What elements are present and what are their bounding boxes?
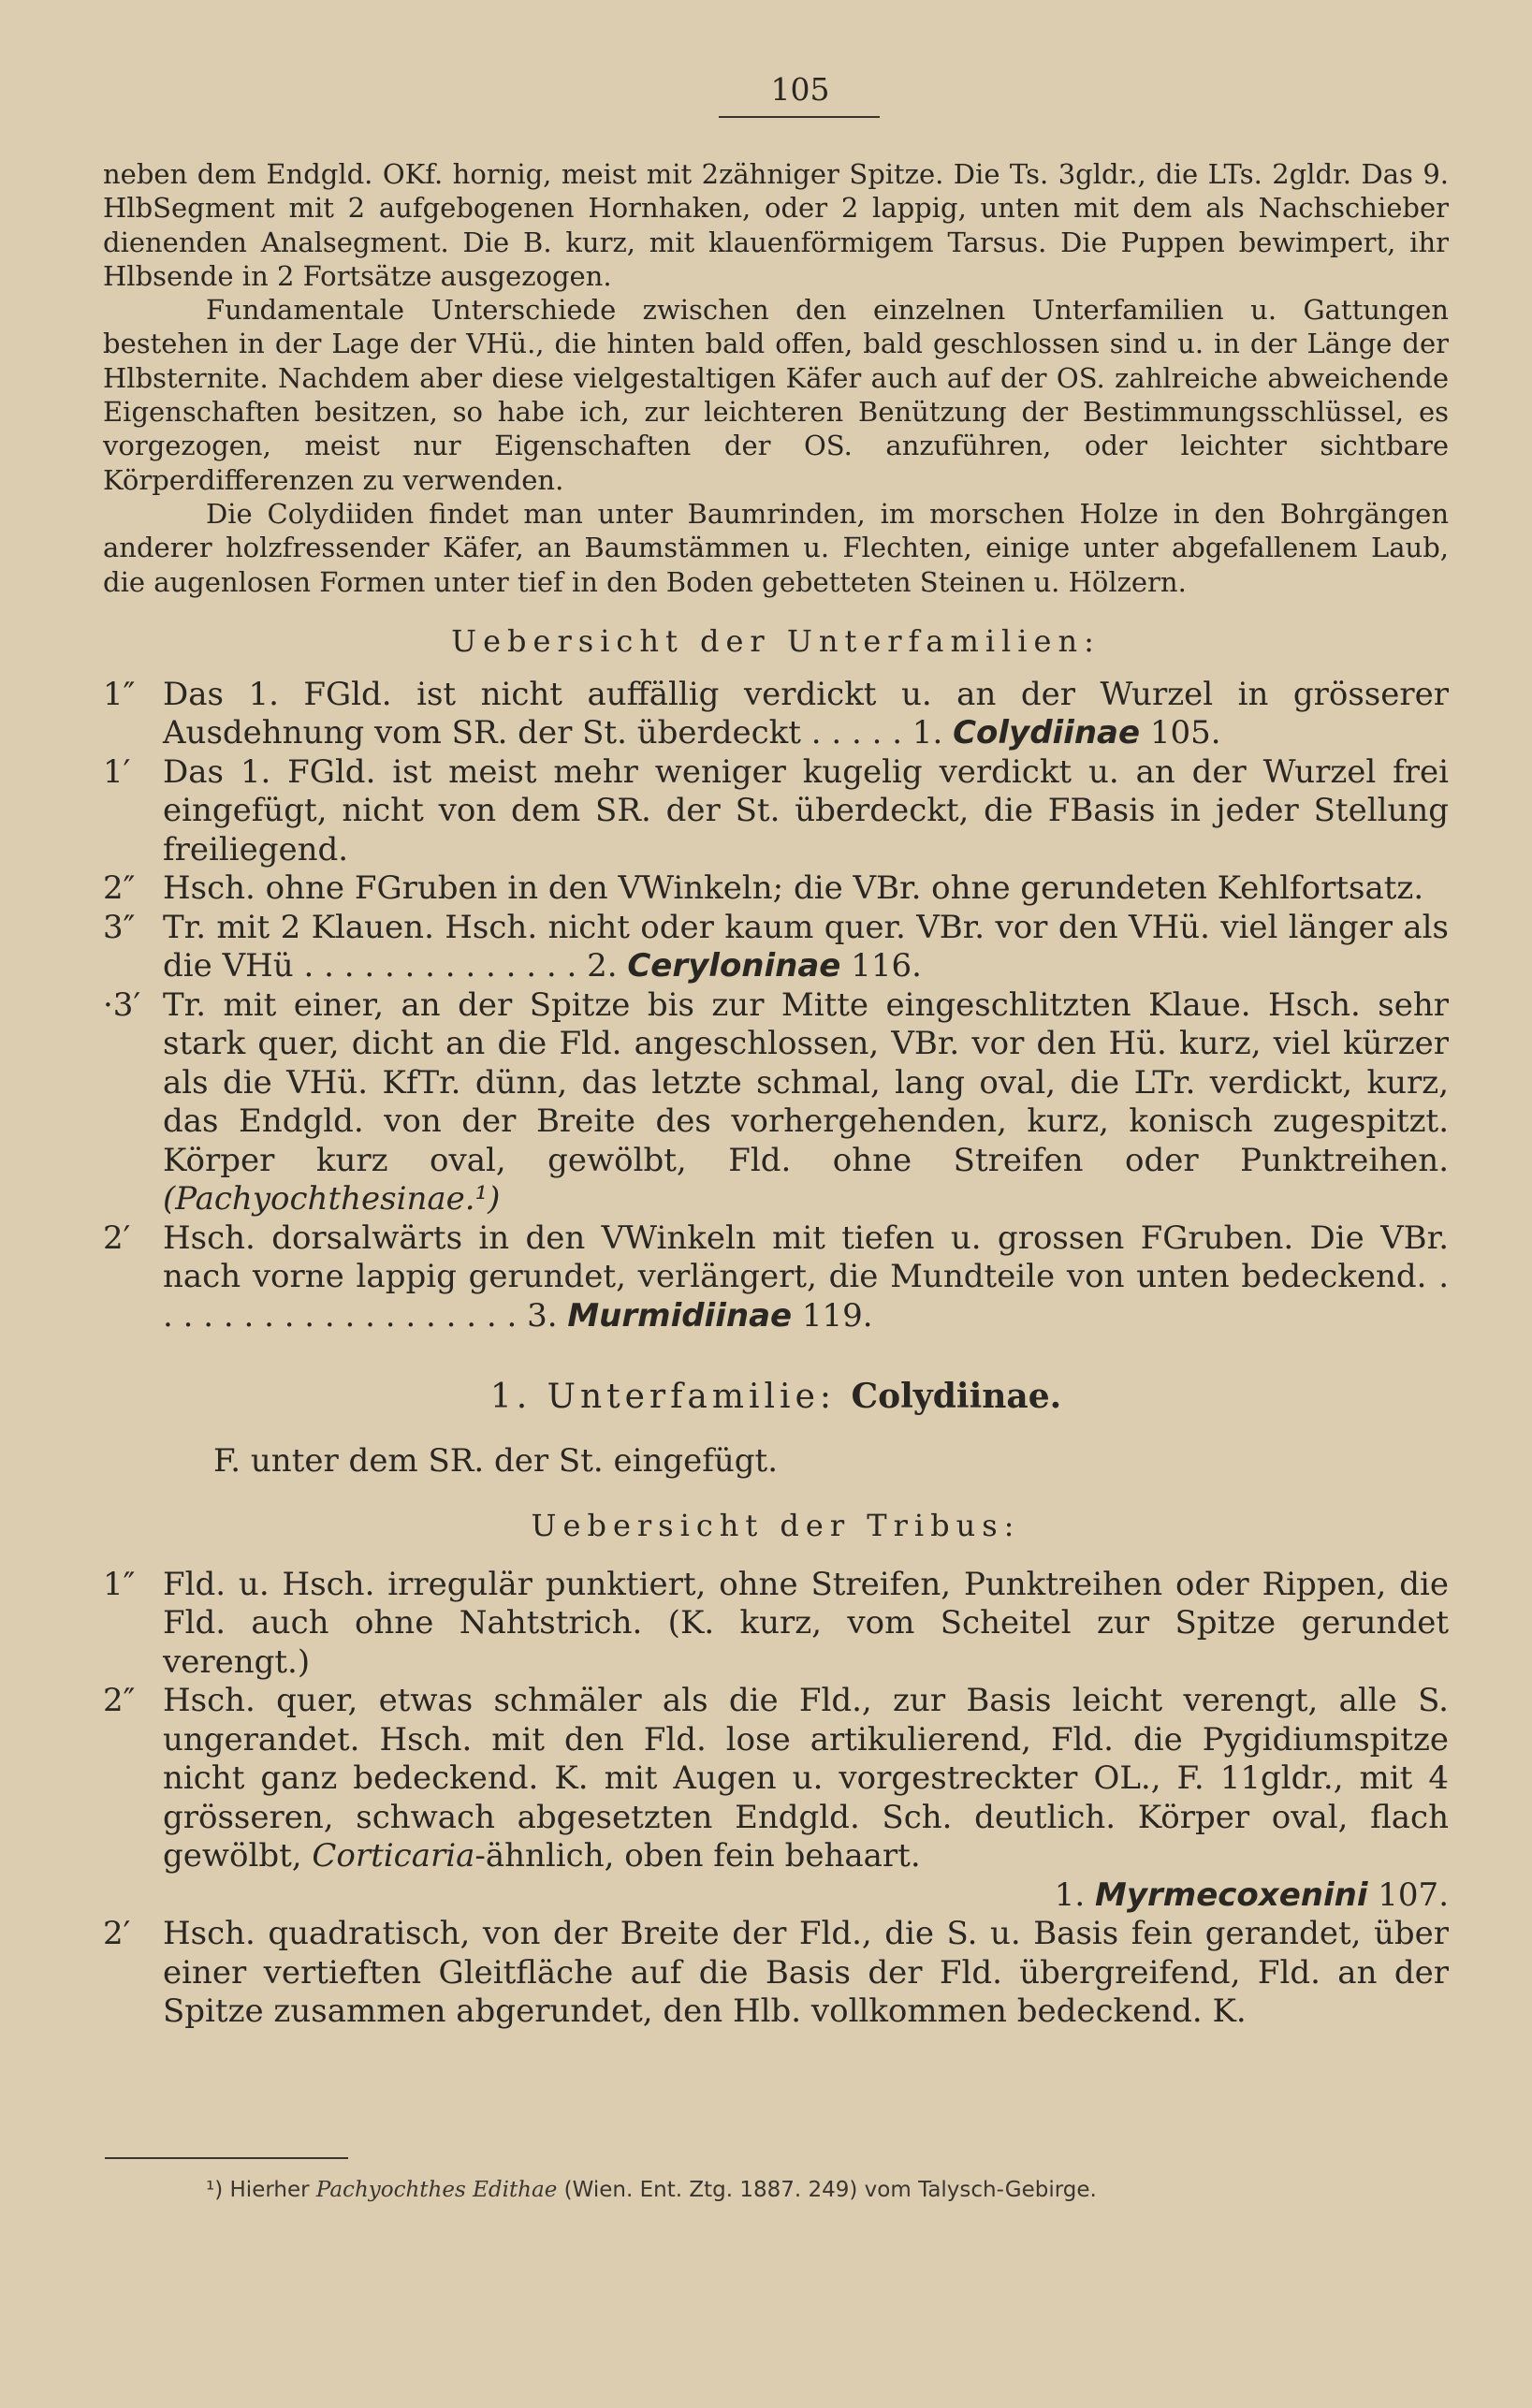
footnote-mark: ¹) bbox=[206, 2178, 224, 2202]
key-text: Das 1. FGld. ist meist mehr weniger kugelig verdickt u. an der Wurzel frei eingefügt, nicht von dem SR. der St. überdeckt, die FBasis in jeder Stellung freiliegend. bbox=[163, 752, 1449, 868]
intro-paragraph: neben dem Endgld. OKf. hornig, meist mit 2zähniger Spitze. Die Ts. 3gldr., die LTs. 2gldr. Das 9. HlbSegment mit 2 aufgebogenen Hornhaken, oder 2 lappig, unten mit dem als Nachschieber dienenden Analsegment. Die B. kurz, mit klauenförmigem Tarsus. Die Puppen bewimpert, ihr Hlbsende in 2 Fortsätze ausgezogen. bbox=[103, 158, 1449, 292]
key-text: Hsch. quer, etwas schmäler als die Fld., zur Basis leicht verengt, alle S. ungerandet. Hsch. mit den Fld. lose artikulierend, Fld. die Pygidiumspitze nicht ganz bedeckend. K. mit Augen u. vorgestreckter OL., F. 11gldr., mit 4 grösseren, schwach abgesetzten Endgld. Sch. deutlich. Körper oval, flach gewölbt, bbox=[163, 1682, 1449, 1875]
header-rule bbox=[719, 116, 880, 118]
key-result bbox=[163, 1876, 1449, 1916]
key-number: 2″ bbox=[103, 869, 136, 908]
page-reference: 107. bbox=[1378, 1875, 1449, 1914]
key-text: Tr. mit 2 Klauen. Hsch. nicht oder kaum quer. VBr. vor den VHü. viel länger als die VHü . . . . . . . . . . . . . . 2. bbox=[163, 908, 1449, 985]
key-number: 1′ bbox=[103, 752, 131, 791]
key-number: 2′ bbox=[103, 1219, 131, 1257]
key-entry bbox=[103, 909, 1449, 986]
page-reference: 105. bbox=[1149, 714, 1221, 752]
taxon-name: Ceryloninae bbox=[627, 947, 841, 985]
footnote bbox=[206, 2178, 1097, 2202]
page-reference: 119. bbox=[801, 1296, 873, 1335]
key-text: Das 1. FGld. ist nicht auffällig verdickt u. an der Wurzel in grösserer Ausdehnung vom SR. der St. überdeckt . . . . . 1. bbox=[163, 675, 1449, 752]
key-number: 1. bbox=[1054, 1875, 1086, 1914]
key-text: Hsch. ohne FGruben in den VWinkeln; die VBr. ohne gerundeten Kehlfortsatz. bbox=[163, 869, 1424, 908]
key-number: ·3′ bbox=[103, 985, 141, 1024]
key-text: -ähnlich, oben fein behaart. bbox=[474, 1837, 921, 1875]
section-title-prefix: 1. Unterfamilie: bbox=[489, 1378, 837, 1417]
intro-paragraph: Die Colydiiden findet man unter Baumrinden, im morschen Holze in den Bohrgängen anderer holzfressender Käfer, an Baumstämmen u. Flechten, einige unter abgefallenem Laub, die augenlosen Formen unter tief in den Boden gebetteten Steinen u. Hölzern. bbox=[103, 497, 1449, 598]
genus-name: Corticaria bbox=[312, 1837, 475, 1875]
page-reference: 116. bbox=[851, 947, 922, 985]
key-number: 3″ bbox=[103, 908, 136, 946]
key-entry bbox=[103, 1682, 1449, 1915]
key-entry bbox=[103, 1915, 1449, 2032]
taxon-note: (Pachyochthesinae.¹) bbox=[163, 1180, 501, 1219]
key-text: Tr. mit einer, an der Spitze bis zur Mitte eingeschlitzten Klaue. Hsch. sehr stark quer, dicht an die Fld. angeschlossen, VBr. vor den Hü. kurz, viel kürzer als die VHü. KfTr. dünn, das letzte schmal, lang oval, die LTr. verdickt, kurz, das Endgld. von der Breite des vorhergehenden, kurz, konisch zugespitzt. Körper kurz oval, gewölbt, Fld. ohne Streifen oder Punktreihen. bbox=[163, 985, 1449, 1179]
subfamily-key bbox=[103, 676, 1449, 1336]
key-entry bbox=[103, 1566, 1449, 1683]
section-title bbox=[103, 1377, 1449, 1416]
page-number: 105 bbox=[770, 71, 830, 108]
key-text: Fld. u. Hsch. irregulär punktiert, ohne Streifen, Punktreihen oder Rippen, die Fld. auch ohne Nahtstrich. (K. kurz, vom Scheitel zur Spitze gerundet verengt.) bbox=[163, 1565, 1449, 1681]
key-text: Hsch. dorsalwärts in den VWinkeln mit tiefen u. grossen FGruben. Die VBr. nach vorne lappig gerundet, verlängert, die Mundteile von unten bedeckend. . . . . . . . . . . . . . . . . . . . 3. bbox=[163, 1219, 1449, 1335]
key-number: 2′ bbox=[103, 1915, 131, 1953]
subfamily-key-heading: Uebersicht der Unterfamilien: bbox=[451, 622, 1101, 659]
page-body bbox=[103, 157, 1449, 2032]
tribe-key-heading: Uebersicht der Tribus: bbox=[531, 1507, 1021, 1543]
footnote-text: Hierher bbox=[229, 2178, 310, 2202]
key-entry bbox=[103, 869, 1449, 909]
tribe-key bbox=[103, 1566, 1449, 2032]
key-entry bbox=[103, 676, 1449, 753]
key-number: 1″ bbox=[103, 675, 136, 713]
taxon-name: Colydiinae bbox=[953, 714, 1141, 752]
key-entry bbox=[103, 1219, 1449, 1336]
key-text: Hsch. quadratisch, von der Breite der Fld., die S. u. Basis fein gerandet, über einer vertieften Gleitfläche auf die Basis der Fld. übergreifend, Fld. an der Spitze zusammen abgerundet, den Hlb. vollkommen bedeckend. K. bbox=[163, 1915, 1449, 2031]
intro-paragraph: Fundamentale Unterschiede zwischen den einzelnen Unterfamilien u. Gattungen bestehen in der Lage der VHü., die hinten bald offen, bald geschlossen sind u. in der Länge der Hlbsternite. Nachdem aber diese vielgestaltigen Käfer auch auf der OS. zahlreiche abweichende Eigenschaften besitzen, so habe ich, zur leichteren Benützung der Bestimmungsschlüssel, es vorgezogen, meist nur Eigenschaften der OS. anzuführen, oder leichter sichtbare Körperdifferenzen zu verwenden. bbox=[103, 294, 1449, 496]
taxon-name: Murmidiinae bbox=[567, 1296, 793, 1335]
section-intro: F. unter dem SR. der St. eingefügt. bbox=[213, 1442, 779, 1481]
footnote-text: (Wien. Ent. Ztg. 1887. 249) vom Talysch-Gebirge. bbox=[563, 2178, 1097, 2202]
section-title-name: Colydiinae. bbox=[851, 1377, 1062, 1417]
species-name: Pachyochthes Edithae bbox=[315, 2178, 558, 2202]
taxon-name: Myrmecoxenini bbox=[1095, 1875, 1368, 1914]
key-entry bbox=[103, 986, 1449, 1219]
key-number: 2″ bbox=[103, 1682, 136, 1720]
key-number: 1″ bbox=[103, 1565, 136, 1603]
footnote-rule bbox=[105, 2157, 348, 2159]
intro-paragraphs bbox=[103, 157, 1449, 599]
key-entry bbox=[103, 753, 1449, 870]
